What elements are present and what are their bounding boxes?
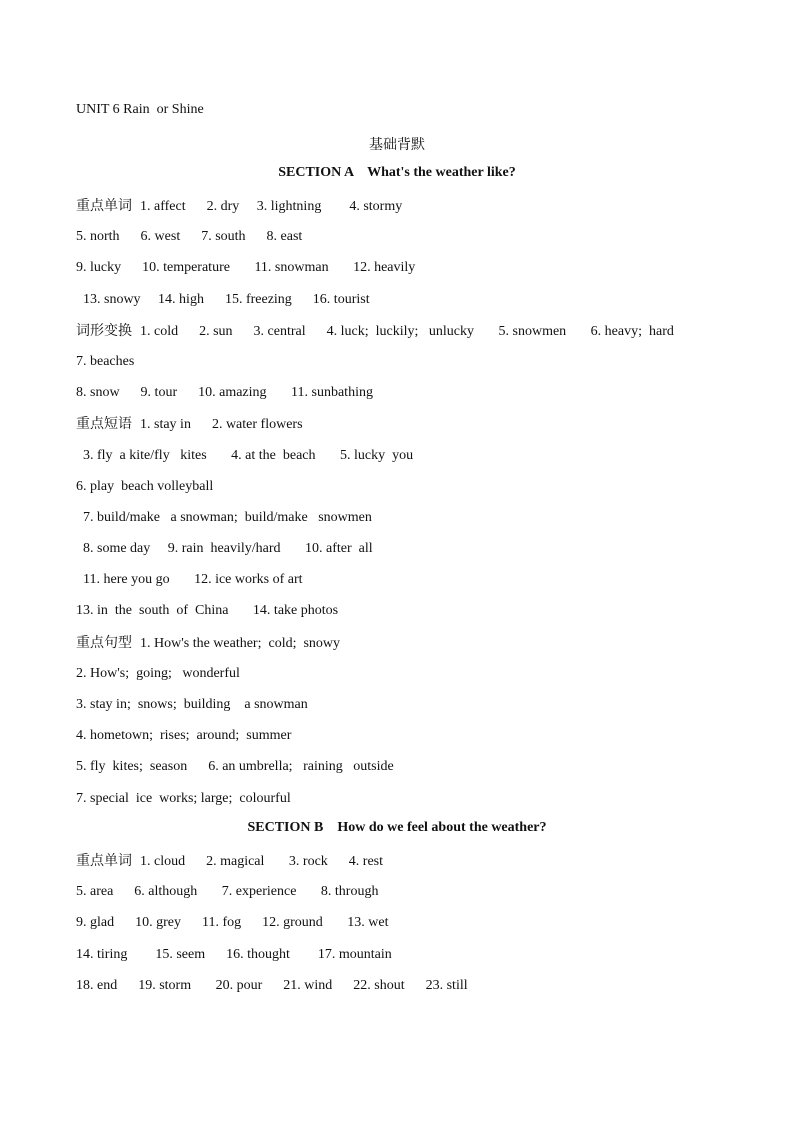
section-a-heading: SECTION A What's the weather like?	[278, 165, 516, 180]
category-tag: 词形变换	[76, 322, 132, 339]
answer-line	[76, 789, 756, 820]
answer-text: 9. glad 10. grey 11. fog 12. ground 13. wet	[76, 915, 389, 931]
answer-text: 7. build/make a snowman; build/make snowmen	[76, 509, 372, 525]
answer-line	[76, 414, 756, 445]
answer-text: 13. snowy 14. high 15. freezing 16. tourist	[76, 291, 370, 307]
answer-line	[76, 664, 756, 695]
answer-line	[76, 508, 756, 539]
answer-line	[76, 757, 756, 788]
answer-text: 3. fly a kite/fly kites 4. at the beach 5. lucky you	[76, 447, 414, 463]
answer-line	[76, 321, 756, 352]
answer-line	[76, 945, 756, 976]
answer-line	[76, 695, 756, 726]
answer-text: 5. fly kites; season 6. an umbrella; raining outside	[76, 759, 394, 775]
category-tag: 重点句型	[76, 634, 132, 651]
answer-line	[76, 570, 756, 601]
answer-line	[76, 352, 756, 383]
answer-text: 3. stay in; snows; building a snowman	[76, 697, 308, 712]
answer-text: 1. How's the weather; cold; snowy	[140, 635, 341, 651]
answer-text: 1. cold 2. sun 3. central 4. luck; luckily; unlucky 5. snowmen 6. heavy; hard	[140, 323, 674, 339]
answer-line	[76, 976, 756, 1007]
answer-line	[76, 290, 756, 321]
answer-text: 8. snow 9. tour 10. amazing 11. sunbathing	[76, 385, 373, 401]
answer-text: 5. north 6. west 7. south 8. east	[76, 229, 303, 245]
section-b-heading: SECTION B How do we feel about the weather?	[247, 820, 547, 835]
answer-line	[76, 539, 756, 570]
answer-line	[76, 633, 756, 664]
answer-line	[76, 227, 756, 258]
answer-text: 7. special ice works; large; colourful	[76, 790, 291, 806]
unit-title: UNIT 6 Rain or Shine	[76, 102, 204, 117]
answer-line	[76, 477, 756, 508]
answer-text: 14. tiring 15. seem 16. thought 17. mountain	[76, 946, 392, 962]
answer-text: 6. play beach volleyball	[76, 478, 214, 494]
category-tag: 重点单词	[76, 853, 132, 869]
answer-line	[76, 851, 756, 882]
answer-text: 8. some day 9. rain heavily/hard 10. after all	[76, 541, 373, 557]
answer-text: 5. area 6. although 7. experience 8. through	[76, 884, 379, 900]
answer-line	[76, 882, 756, 913]
answer-line	[76, 258, 756, 289]
answer-text: 1. affect 2. dry 3. lightning 4. stormy	[140, 199, 403, 214]
answer-line	[76, 196, 756, 227]
answer-line	[76, 601, 756, 632]
category-tag: 重点单词	[76, 198, 132, 214]
answer-text: 13. in the south of China 14. take photos	[76, 603, 339, 619]
section-b-content	[76, 851, 756, 1007]
answer-text: 1. cloud 2. magical 3. rock 4. rest	[140, 854, 384, 869]
answer-text: 2. How's; going; wonderful	[76, 665, 240, 681]
answer-line	[76, 383, 756, 414]
section-a-content	[76, 196, 756, 820]
category-tag: 重点短语	[76, 416, 132, 433]
answer-text: 4. hometown; rises; around; summer	[76, 728, 292, 744]
answer-text: 18. end 19. storm 20. pour 21. wind 22. shout 23. still	[76, 977, 468, 993]
answer-text: 9. lucky 10. temperature 11. snowman 12. heavily	[76, 260, 416, 276]
answer-text: 7. beaches	[76, 353, 135, 369]
answer-text: 11. here you go 12. ice works of art	[76, 572, 303, 588]
answer-line	[76, 913, 756, 944]
answer-line	[76, 726, 756, 757]
subtitle: 基础背默	[369, 138, 425, 153]
answer-text: 1. stay in 2. water flowers	[140, 417, 303, 433]
answer-line	[76, 446, 756, 477]
